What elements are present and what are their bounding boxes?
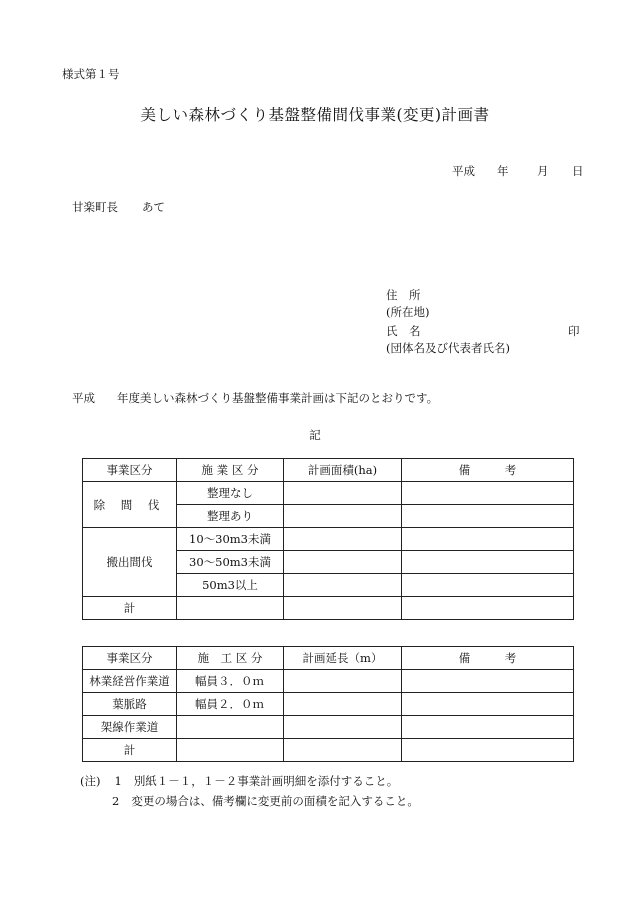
- total-row: [83, 739, 574, 762]
- area-cell[interactable]: [284, 597, 402, 620]
- body-era: 平成: [72, 391, 95, 405]
- table-row: [83, 716, 574, 739]
- note-text: 変更の場合は、備考欄に変更前の面積を記入すること。: [131, 794, 419, 808]
- header-cell: 施 工 区 分: [177, 647, 284, 670]
- note-2: [112, 793, 419, 809]
- total-label: 計: [83, 739, 177, 762]
- addressee: [72, 199, 165, 215]
- ki-heading: 記: [309, 428, 321, 442]
- length-cell[interactable]: [284, 670, 402, 693]
- note-text: 別紙１－１，１－２事業計画明細を添付すること。: [133, 774, 399, 788]
- table-header-row: [83, 459, 574, 482]
- header-cell: 備 考: [402, 459, 574, 482]
- remarks-cell[interactable]: [402, 670, 574, 693]
- body-statement: [72, 390, 438, 406]
- item-cell: 整理なし: [177, 482, 284, 505]
- spec-cell: 幅員２．０ｍ: [177, 693, 284, 716]
- note-1: [80, 773, 398, 789]
- note-number: 2: [112, 794, 120, 808]
- category-cell: 葉脈路: [83, 693, 177, 716]
- addressee-name: 甘楽町長: [72, 200, 118, 214]
- table-row: [83, 670, 574, 693]
- item-cell: 50m3以上: [177, 574, 284, 597]
- table-header-row: [83, 647, 574, 670]
- header-cell: 計画延長（m）: [284, 647, 402, 670]
- total-label: 計: [83, 597, 177, 620]
- item-cell: [177, 597, 284, 620]
- header-cell: 事業区分: [83, 647, 177, 670]
- date-era: 平成: [452, 164, 475, 178]
- header-cell: 事業区分: [83, 459, 177, 482]
- name-note: (団体名及び代表者氏名): [386, 341, 510, 355]
- body-text: 年度美しい森林づくり基盤整備事業計画は下記のとおりです。: [117, 391, 439, 405]
- form-number: 様式第１号: [62, 67, 120, 81]
- date-year: 年: [497, 164, 509, 178]
- note-number: 1: [114, 774, 122, 788]
- area-cell[interactable]: [284, 482, 402, 505]
- table-row: [83, 482, 574, 505]
- address-note: (所在地): [386, 305, 430, 319]
- seal-mark: 印: [568, 324, 580, 338]
- category-cell: 架線作業道: [83, 716, 177, 739]
- length-cell[interactable]: [284, 693, 402, 716]
- category-cell: 林業経営作業道: [83, 670, 177, 693]
- total-row: [83, 597, 574, 620]
- remarks-cell[interactable]: [402, 716, 574, 739]
- area-cell[interactable]: [284, 574, 402, 597]
- area-cell[interactable]: [284, 528, 402, 551]
- area-cell[interactable]: [284, 505, 402, 528]
- area-cell[interactable]: [284, 551, 402, 574]
- item-cell: 30～50m3未満: [177, 551, 284, 574]
- document-title: 美しい森林づくり基盤整備間伐事業(変更)計画書: [140, 106, 490, 124]
- length-cell[interactable]: [284, 716, 402, 739]
- remarks-cell[interactable]: [402, 739, 574, 762]
- thinning-plan-table: [82, 458, 574, 620]
- date-day: 日: [572, 164, 584, 178]
- spec-cell: [177, 739, 284, 762]
- remarks-cell[interactable]: [402, 505, 574, 528]
- address-label: 住 所: [386, 288, 421, 302]
- addressee-suffix: あて: [142, 200, 165, 214]
- group-label: 搬出間伐: [83, 528, 177, 597]
- spec-cell: [177, 716, 284, 739]
- group-label: 除 間 伐: [83, 482, 177, 528]
- note-prefix: (注): [80, 774, 101, 788]
- header-cell: 備 考: [402, 647, 574, 670]
- header-cell: 計画面積(ha): [284, 459, 402, 482]
- remarks-cell[interactable]: [402, 693, 574, 716]
- remarks-cell[interactable]: [402, 551, 574, 574]
- road-plan-table: [82, 646, 574, 762]
- date-month: 月: [537, 164, 549, 178]
- item-cell: 整理あり: [177, 505, 284, 528]
- table-row: [83, 528, 574, 551]
- name-label: 氏 名: [386, 324, 421, 338]
- length-cell[interactable]: [284, 739, 402, 762]
- remarks-cell[interactable]: [402, 482, 574, 505]
- item-cell: 10～30m3未満: [177, 528, 284, 551]
- remarks-cell[interactable]: [402, 597, 574, 620]
- remarks-cell[interactable]: [402, 528, 574, 551]
- spec-cell: 幅員３．０ｍ: [177, 670, 284, 693]
- remarks-cell[interactable]: [402, 574, 574, 597]
- header-cell: 施 業 区 分: [177, 459, 284, 482]
- table-row: [83, 693, 574, 716]
